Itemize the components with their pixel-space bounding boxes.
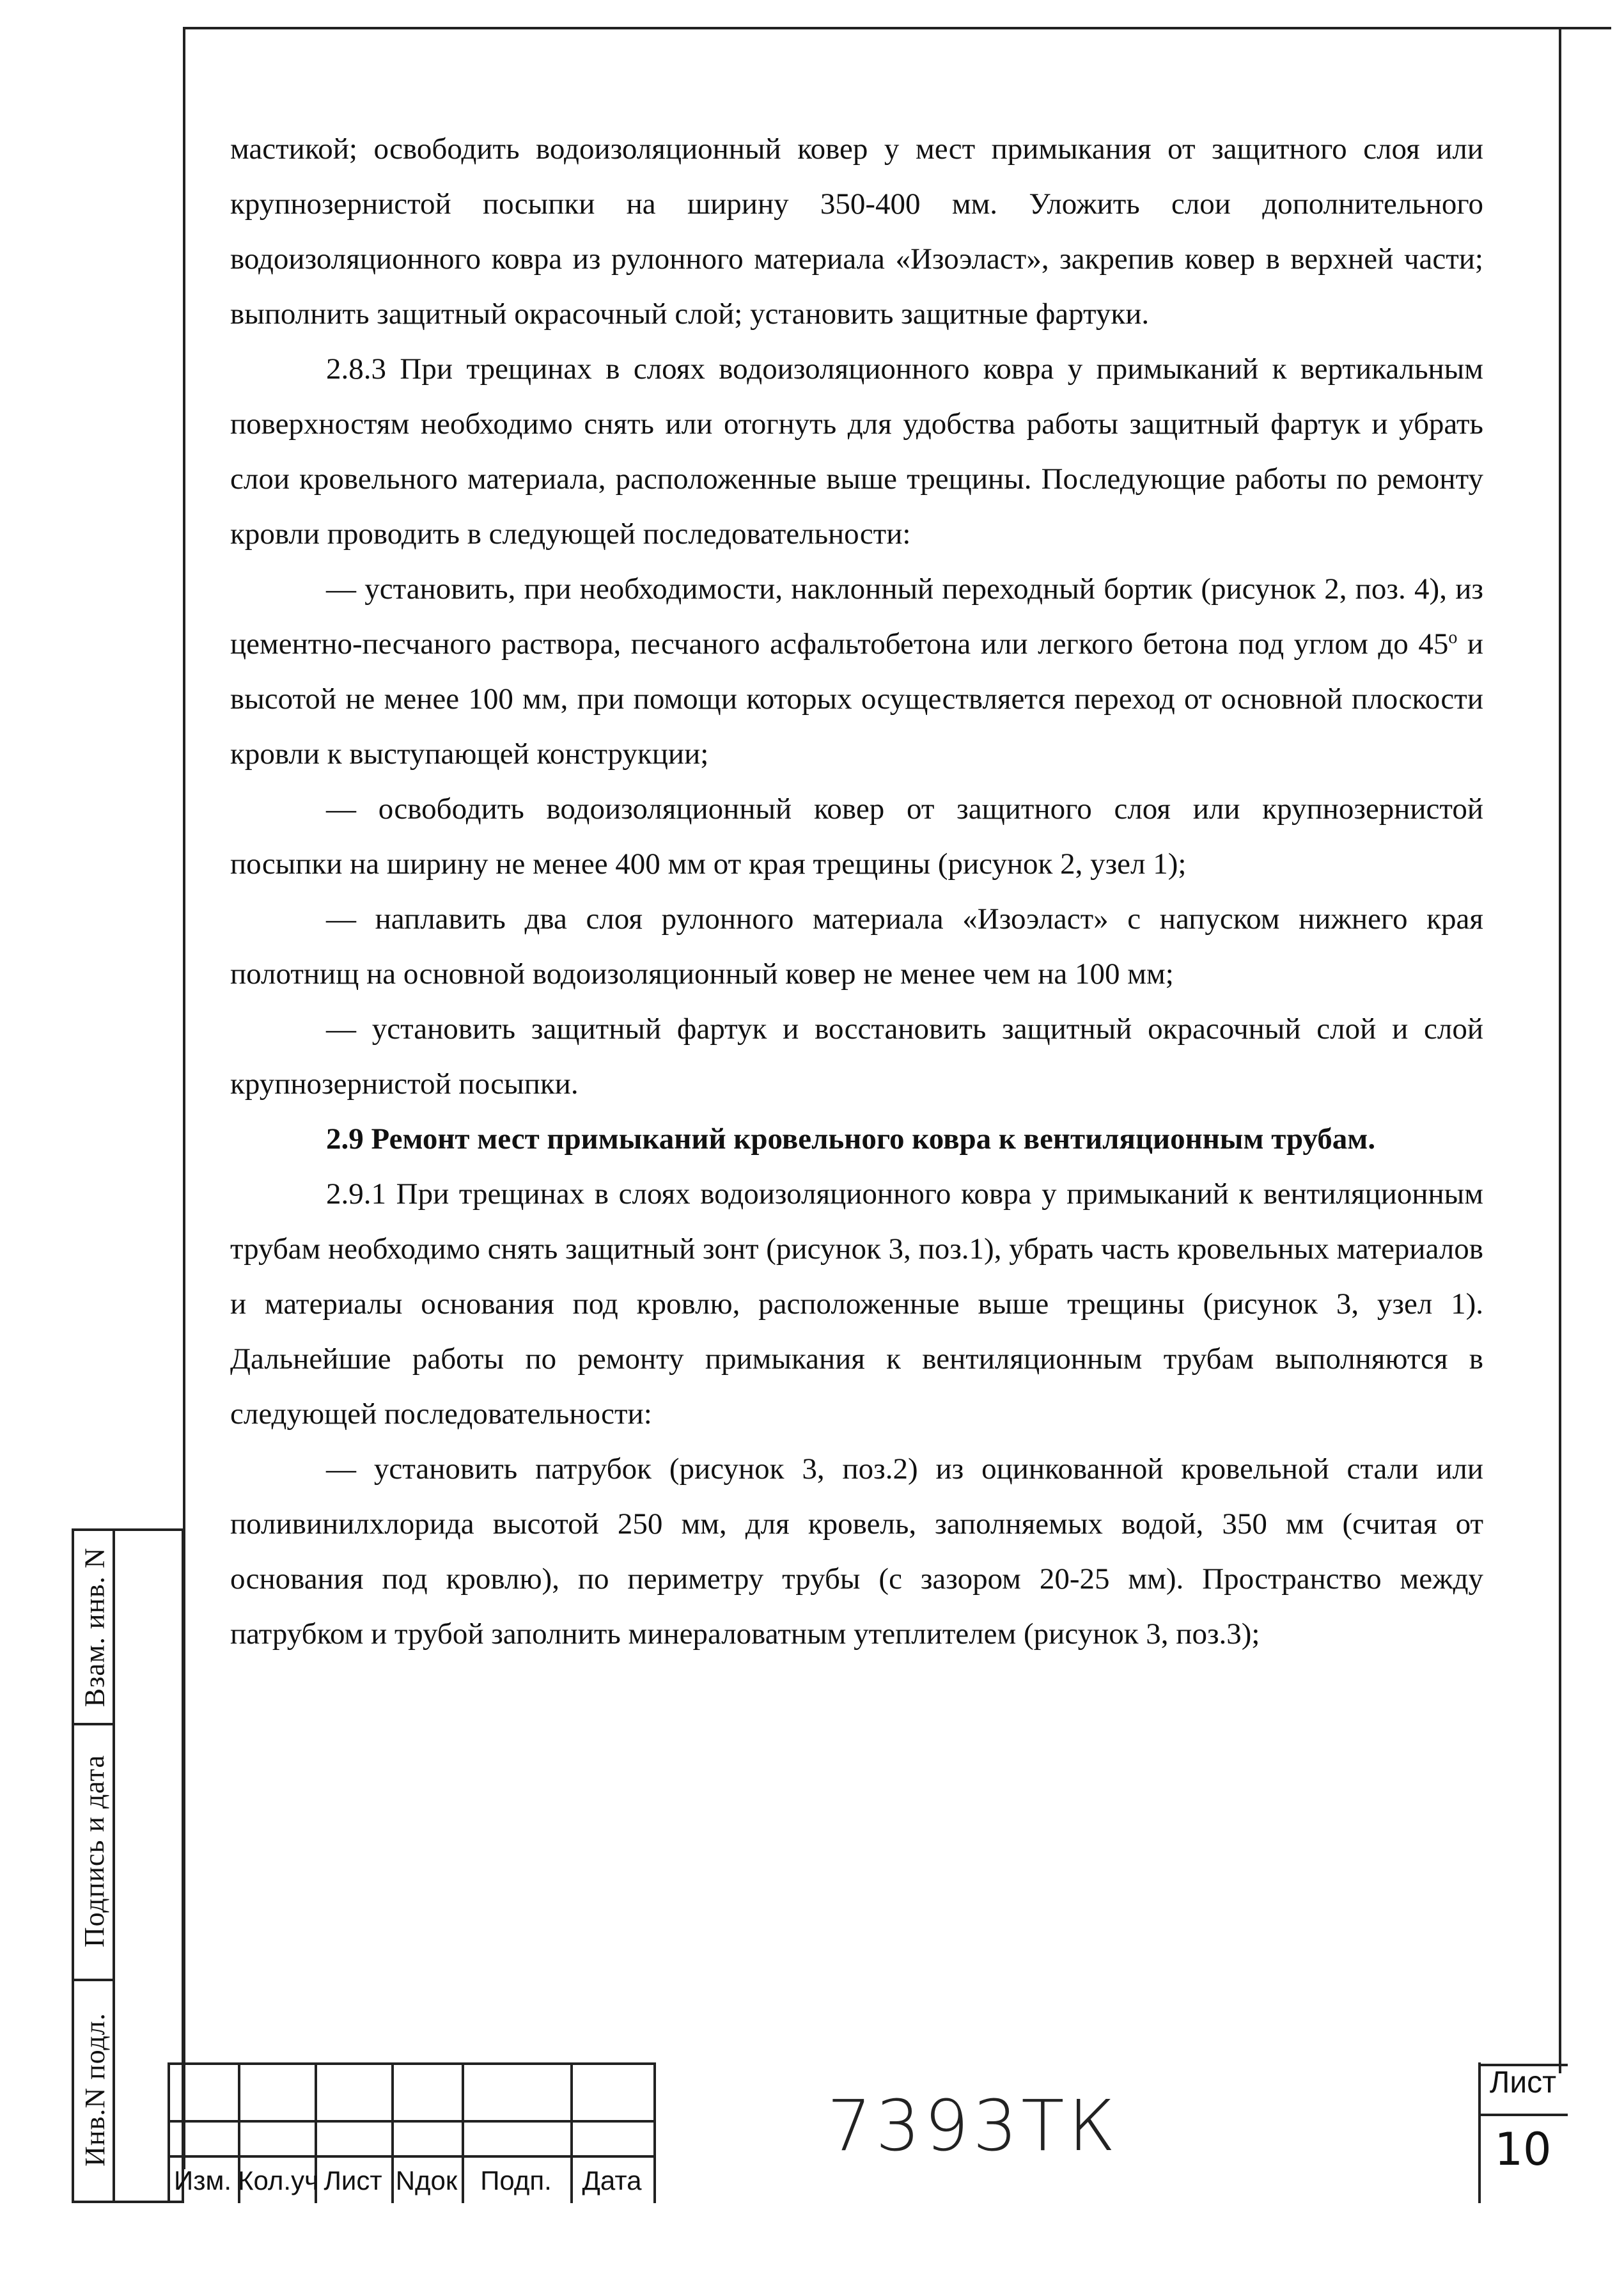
paragraph-step-bortik-text: — установить, при необходимости, наклонный переходный бортик (рисунок 2, поз. 4), из цементно-песчаного раствора, песчаного асфальтобетона или легкого бетона под углом до 45	[230, 572, 1483, 661]
column-label-date: Дата	[582, 2165, 642, 2195]
document-body	[230, 122, 1483, 1661]
side-stamp-cell	[77, 1979, 113, 2201]
paragraph-2-9-1: 2.9.1 При трещинах в слоях водоизоляционного ковра у примыканий к вентиляционным трубам необходимо снять защитный зонт (рисунок 3, поз.1), убрать часть кровельных материалов и материалы основания под кровлю, расположенные выше трещины (рисунок 3, узел 1). Дальнейшие работы по ремонту примыкания к вентиляционным трубам выполняются в следующей последовательности:	[230, 1177, 1483, 1431]
title-block-line	[168, 2120, 653, 2123]
column-label-change: Изм.	[174, 2165, 231, 2195]
side-stamp-divider	[113, 1531, 115, 2201]
sheet-number: 10	[1494, 2123, 1552, 2176]
paragraph-2-8-3: 2.8.3 При трещинах в слоях водоизоляционного ковра у примыканий к вертикальным поверхностям необходимо снять или отогнуть для удобства работы защитный фартук и убрать слои кровельного материала, расположенные выше трещины. Последующие работы по ремонту кровли проводить в следующей последовательности:	[230, 352, 1483, 551]
side-label-original-inv: Инв.N подл.	[79, 2013, 111, 2167]
side-label-replaced-inv: Взам. инв. N	[79, 1547, 111, 1707]
paragraph-1: мастикой; освободить водоизоляционный ковер у мест примыкания от защитного слоя или крупнозернистой посыпки на ширину 350-400 мм. Уложить слои дополнительного водоизоляционного ковра из рулонного материала «Изоэласт», закрепив ковер в верхней части; выполнить защитный окрасочный слой; установить защитные фартуки.	[230, 132, 1483, 331]
title-block-line	[168, 2062, 653, 2065]
column-label-sheet: Лист	[324, 2165, 382, 2195]
sheet-label: Лист	[1489, 2066, 1557, 2100]
document-code: 7393ТК	[827, 2085, 1120, 2167]
paragraph-step-free-carpet: — освободить водоизоляционный ковер от защитного слоя или крупнозернистой посыпки на ширину не менее 400 мм от края трещины (рисунок 2, узел 1);	[230, 792, 1483, 881]
frame-top-rule	[185, 27, 1611, 29]
title-block	[168, 2062, 1568, 2203]
paragraph-step-bortik-tail: и высотой не менее 100 мм, при помощи которых осуществляется переход от основной плоскости кровли к выступающей конструкции;	[230, 627, 1484, 771]
column-label-count: Кол.уч	[238, 2165, 318, 2195]
paragraph-step-fuse-layers: — наплавить два слоя рулонного материала «Изоэласт» с напуском нижнего края полотнищ на основной водоизоляционный ковер не менее чем на 100 мм;	[230, 902, 1483, 991]
column-label-doc-number: Nдок	[395, 2165, 458, 2195]
side-stamp-cell	[77, 1723, 113, 1979]
paragraph-step-install-pipe: — установить патрубок (рисунок 3, поз.2) из оцинкованной кровельной стали или поливинилхлорида высотой 250 мм, для кровель, заполняемых водой, 350 мм (считая от основания под кровлю), по периметру трубы (с зазором 20-25 мм). Пространство между патрубком и трубой заполнить минераловатным утеплителем (рисунок 3, поз.3);	[230, 1452, 1483, 1651]
title-block-line	[168, 2155, 653, 2158]
title-block-line	[1478, 2114, 1568, 2116]
section-heading-2-9: 2.9 Ремонт мест примыканий кровельного ковра к вентиляционным трубам.	[326, 1122, 1376, 1156]
frame-right-rule	[1559, 27, 1561, 2073]
paragraph-step-bortik	[230, 561, 1483, 781]
side-stamp-cell	[77, 1531, 113, 1723]
paragraph-step-install-apron: — установить защитный фартук и восстановить защитный окрасочный слой и слой крупнозернистой посыпки.	[230, 1012, 1483, 1101]
side-label-signature-date: Подпись и дата	[79, 1754, 111, 1947]
column-label-signature: Подп.	[480, 2165, 552, 2195]
degree-mark: o	[1448, 627, 1458, 648]
